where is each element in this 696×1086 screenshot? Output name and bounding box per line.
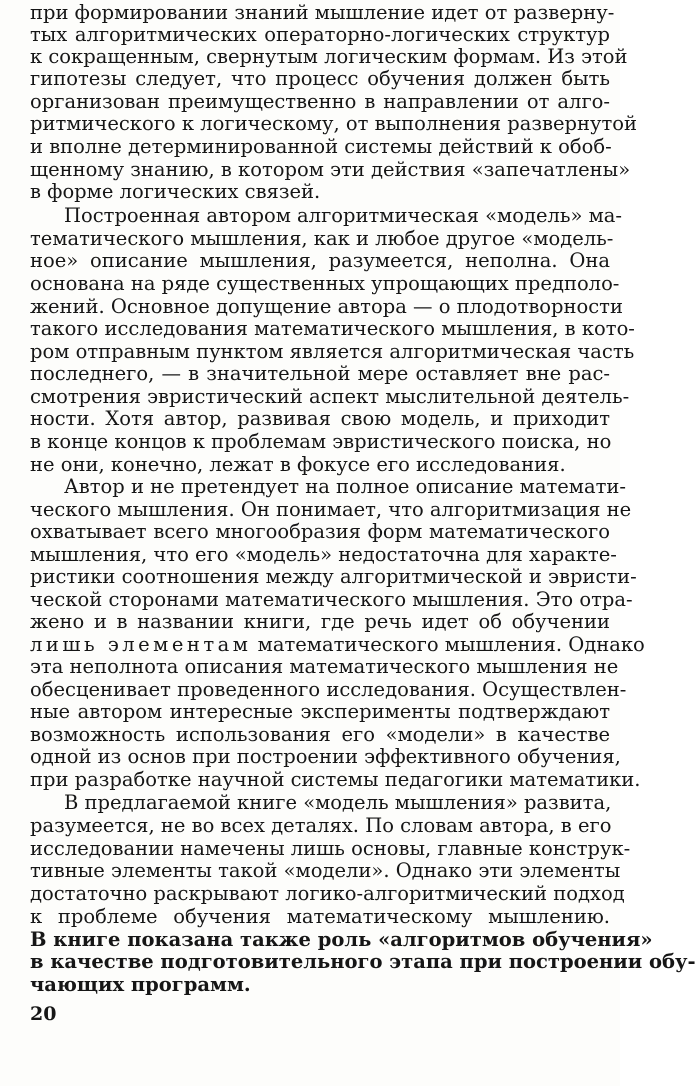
text-line: и вполне детерминированной системы действий к обоб- xyxy=(30,135,612,158)
text-line: жений. Основное допущение автора — о плодотворности xyxy=(30,295,623,318)
text-line: основана на ряде существенных упрощающих предполо- xyxy=(30,272,620,295)
text-line: ческой сторонами математического мышления. Это отра- xyxy=(30,588,633,611)
text-line: ное» описание мышления, разумеется, неполна. Она xyxy=(30,249,610,272)
text-line: при разработке научной системы педагогики математики. xyxy=(30,768,641,791)
text-line: В книге показана также роль «алгоритмов обучения» xyxy=(30,928,653,951)
text-line: смотрения эвристический аспект мыслительной деятель- xyxy=(30,385,630,408)
text-line: щенному знанию, в котором эти действия «запечатлены» xyxy=(30,158,631,181)
text-line: тематического мышления, как и любое другое «модель- xyxy=(30,227,614,250)
spaced-emphasis: лишь элементам xyxy=(30,633,252,656)
text-line: разумеется, не во всех деталях. По словам автора, в его xyxy=(30,814,612,837)
text-line: к проблеме обучения математическому мышлению. xyxy=(30,905,610,928)
text-line: не они, конечно, лежат в фокусе его исследования. xyxy=(30,453,566,476)
text-line-spaced xyxy=(30,633,645,656)
text-line: чающих программ. xyxy=(30,973,251,996)
page-number: 20 xyxy=(30,1003,57,1025)
text-line-remainder: математического мышления. Однако xyxy=(257,633,645,656)
text-line: возможность использования его «модели» в качестве xyxy=(30,723,610,746)
text-line: такого исследования математического мышления, в кото- xyxy=(30,317,635,340)
paragraph-start-line: Построенная автором алгоритмическая «модель» ма- xyxy=(64,204,623,227)
text-line: ческого мышления. Он понимает, что алгоритмизация не xyxy=(30,498,632,521)
text-line: ристики соотношения между алгоритмической и эвристи- xyxy=(30,565,637,588)
text-line: эта неполнота описания математического мышления не xyxy=(30,655,619,678)
text-line: одной из основ при построении эффективного обучения, xyxy=(30,745,621,768)
text-line: мышления, что его «модель» недостаточна для характе- xyxy=(30,543,617,566)
text-line: гипотезы следует, что процесс обучения должен быть xyxy=(30,67,610,90)
text-line: организован преимущественно в направлении от алго- xyxy=(30,90,610,113)
text-line: жено и в названии книги, где речь идет об обучении xyxy=(30,610,610,633)
text-line: ритмического к логическому, от выполнения развернутой xyxy=(30,112,638,135)
text-line: при формировании знаний мышление идет от разверну- xyxy=(30,1,615,24)
text-line: в конце концов к проблемам эвристического поиска, но xyxy=(30,430,612,453)
text-line: тивные элементы такой «модели». Однако эти элементы xyxy=(30,859,621,882)
text-line: обесценивает проведенного исследования. Осуществлен- xyxy=(30,678,627,701)
text-line: ности. Хотя автор, развивая свою модель, и приходит xyxy=(30,407,610,430)
text-line: в форме логических связей. xyxy=(30,180,321,203)
paragraph-start-line: Автор и не претендует на полное описание математи- xyxy=(64,475,626,498)
text-line: исследовании намечены лишь основы, главные конструк- xyxy=(30,837,631,860)
text-line: охватывает всего многообразия форм математического xyxy=(30,520,610,543)
text-line: к сокращенным, свернутым логическим формам. Из этой xyxy=(30,45,628,68)
paragraph-start-line: В предлагаемой книге «модель мышления» развита, xyxy=(64,791,612,814)
text-line: в качестве подготовительного этапа при построении обу- xyxy=(30,950,696,973)
text-line: тых алгоритмических операторно-логических структур xyxy=(30,23,610,46)
text-line: достаточно раскрывают логико-алгоритмический подход xyxy=(30,882,625,905)
text-line: последнего, — в значительной мере оставляет вне рас- xyxy=(30,362,610,385)
text-line: ные автором интересные эксперименты подтверждают xyxy=(30,700,610,723)
text-line: ром отправным пунктом является алгоритмическая часть xyxy=(30,340,635,363)
